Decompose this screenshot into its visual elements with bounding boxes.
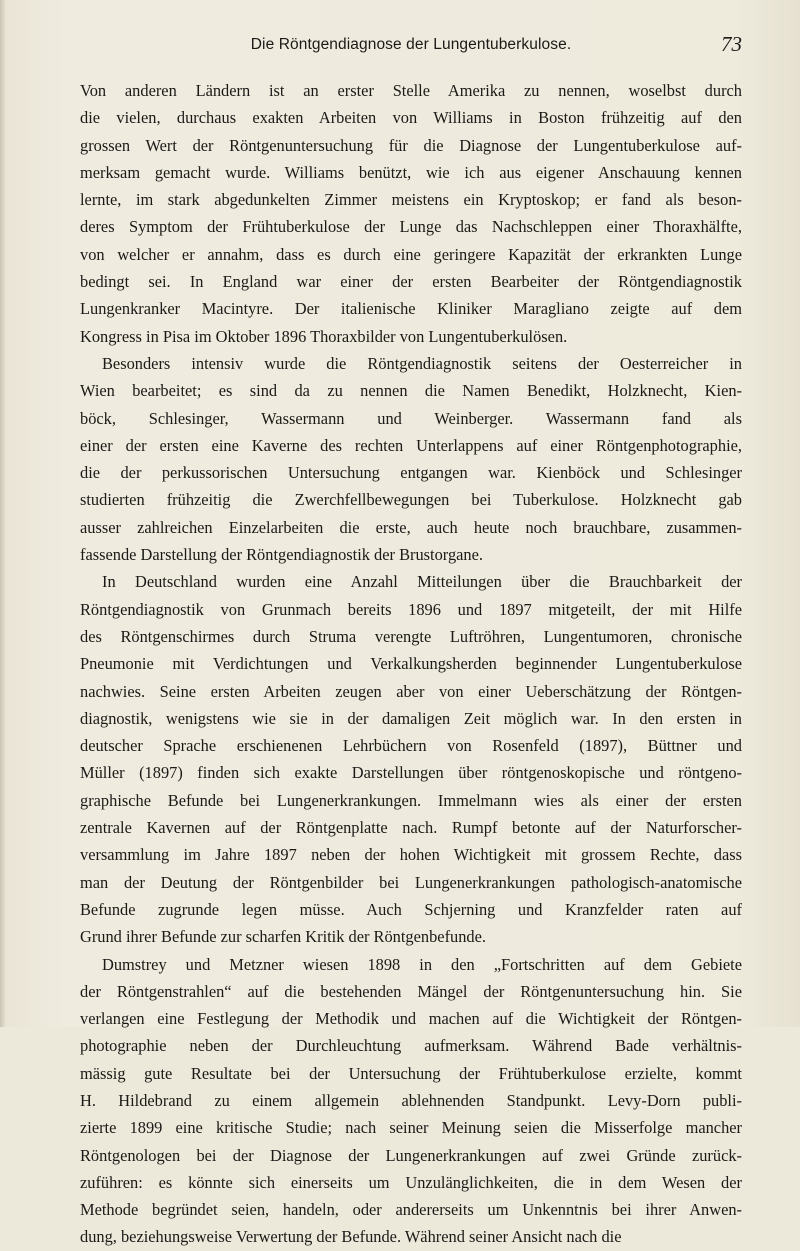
text-line: Befunde zugrunde legen müsse. Auch Schjerning und Kranzfelder raten auf (80, 899, 742, 919)
text-line: Besonders intensiv wurde die Röntgendiagnostik seitens der Oesterreicher in (102, 353, 742, 373)
text-line: Dumstrey und Metzner wiesen 1898 in den „Fortschritten auf dem Gebiete (102, 954, 742, 974)
text-line: Pneumonie mit Verdichtungen und Verkalkungsherden beginnender Lungentuberkulose (80, 654, 742, 674)
text-line: man der Deutung der Röntgenbilder bei Lungenerkrankungen pathologisch-anatomische (80, 872, 742, 892)
page-edge-shadow (0, 0, 6, 1027)
text-line: merksam gemacht wurde. Williams benützt, wie ich aus eigener Anschauung kennen (80, 162, 742, 182)
text-line: des Röntgenschirmes durch Struma verengte Luftröhren, Lungentumoren, chronische (80, 626, 742, 646)
text-line: photographie neben der Durchleuchtung aufmerksam. Während Bade verhältnis- (80, 1036, 742, 1056)
text-line: In Deutschland wurden eine Anzahl Mitteilungen über die Brauchbarkeit der (102, 572, 742, 592)
text-line: lernte, im stark abgedunkelten Zimmer meistens ein Kryptoskop; er fand als beson- (80, 190, 742, 210)
text-line: diagnostik, wenigstens wie sie in der damaligen Zeit möglich war. In den ersten in (80, 708, 742, 728)
text-line: fassende Darstellung der Röntgendiagnostik der Brustorgane. (80, 545, 483, 565)
text-line: deres Symptom der Frühtuberkulose der Lunge das Nachschleppen einer Thoraxhälfte, (80, 217, 742, 237)
text-line: zierte 1899 eine kritische Studie; nach seiner Meinung seien die Misserfolge mancher (80, 1118, 742, 1138)
running-title: Die Röntgendiagnose der Lungentuberkulose. (250, 36, 572, 53)
text-line: Röntgenologen bei der Diagnose der Lungenerkrankungen auf zwei Gründe zurück- (80, 1145, 742, 1165)
text-line: Wien bearbeitet; es sind da zu nennen die Namen Benedikt, Holzknecht, Kien- (80, 381, 742, 401)
text-line: die der perkussorischen Untersuchung entgangen war. Kienböck und Schlesinger (80, 463, 742, 483)
page-number: 73 (721, 32, 742, 56)
text-line: Müller (1897) finden sich exakte Darstellungen über röntgenoskopische und röntgeno- (80, 763, 742, 783)
text-line: der Röntgenstrahlen“ auf die bestehenden Mängel der Röntgenuntersuchung hin. Sie (80, 981, 742, 1001)
text-line: grossen Wert der Röntgenuntersuchung für die Diagnose der Lungentuberkulose auf- (80, 135, 742, 155)
text-line: nachwies. Seine ersten Arbeiten zeugen aber von einer Ueberschätzung der Röntgen- (80, 681, 742, 701)
text-line: die vielen, durchaus exakten Arbeiten von Williams in Boston frühzeitig auf den (80, 108, 742, 128)
text-line: bedingt sei. In England war einer der ersten Bearbeiter der Röntgendiagnostik (80, 272, 742, 292)
text-line: Grund ihrer Befunde zur scharfen Kritik der Röntgenbefunde. (80, 927, 486, 947)
text-line: mässig gute Resultate bei der Untersuchung der Frühtuberkulose erzielte, kommt (80, 1063, 742, 1083)
text-line: verlangen eine Festlegung der Methodik und machen auf die Wichtigkeit der Röntgen- (80, 1009, 742, 1029)
text-line: von welcher er annahm, dass es durch eine geringere Kapazität der erkrankten Lunge (80, 244, 742, 264)
text-line: einer der ersten eine Kaverne des rechten Unterlappens auf einer Röntgenphotographie, (80, 435, 742, 455)
text-line: zuführen: es könnte sich einerseits um Unzulänglichkeiten, die in dem Wesen der (80, 1172, 742, 1192)
text-line: Methode begründet seien, handeln, oder andererseits um Unkenntnis bei ihrer Anwen- (80, 1200, 742, 1220)
text-line: studierten frühzeitig die Zwerchfellbewegungen bei Tuberkulose. Holzknecht gab (80, 490, 742, 510)
text-line: dung, beziehungsweise Verwertung der Befunde. Während seiner Ansicht nach die (80, 1227, 622, 1247)
text-line: deutscher Sprache erschienenen Lehrbüchern von Rosenfeld (1897), Büttner und (80, 736, 742, 756)
text-line: graphische Befunde bei Lungenerkrankungen. Immelmann wies als einer der ersten (80, 790, 742, 810)
text-line: Lungenkranker Macintyre. Der italienische Kliniker Maragliano zeigte auf dem (80, 299, 742, 319)
body-text (80, 77, 742, 1251)
text-line: Kongress in Pisa im Oktober 1896 Thoraxbilder von Lungentuberkulösen. (80, 326, 568, 346)
text-line: versammlung im Jahre 1897 neben der hohen Wichtigkeit mit grossem Rechte, dass (80, 845, 742, 865)
running-head (80, 32, 742, 64)
text-line: zentrale Kavernen auf der Röntgenplatte nach. Rumpf betonte auf der Naturforscher- (80, 818, 742, 838)
text-line: Röntgendiagnostik von Grunmach bereits 1896 und 1897 mitgeteilt, der mit Hilfe (80, 599, 742, 619)
text-line: böck, Schlesinger, Wassermann und Weinberger. Wassermann fand als (80, 408, 742, 428)
text-line: H. Hildebrand zu einem allgemein ablehnenden Standpunkt. Levy-Dorn publi- (80, 1090, 742, 1110)
text-line: Von anderen Ländern ist an erster Stelle Amerika zu nennen, woselbst durch (80, 81, 742, 100)
text-line: ausser zahlreichen Einzelarbeiten die erste, auch heute noch brauchbare, zusammen- (80, 517, 742, 537)
